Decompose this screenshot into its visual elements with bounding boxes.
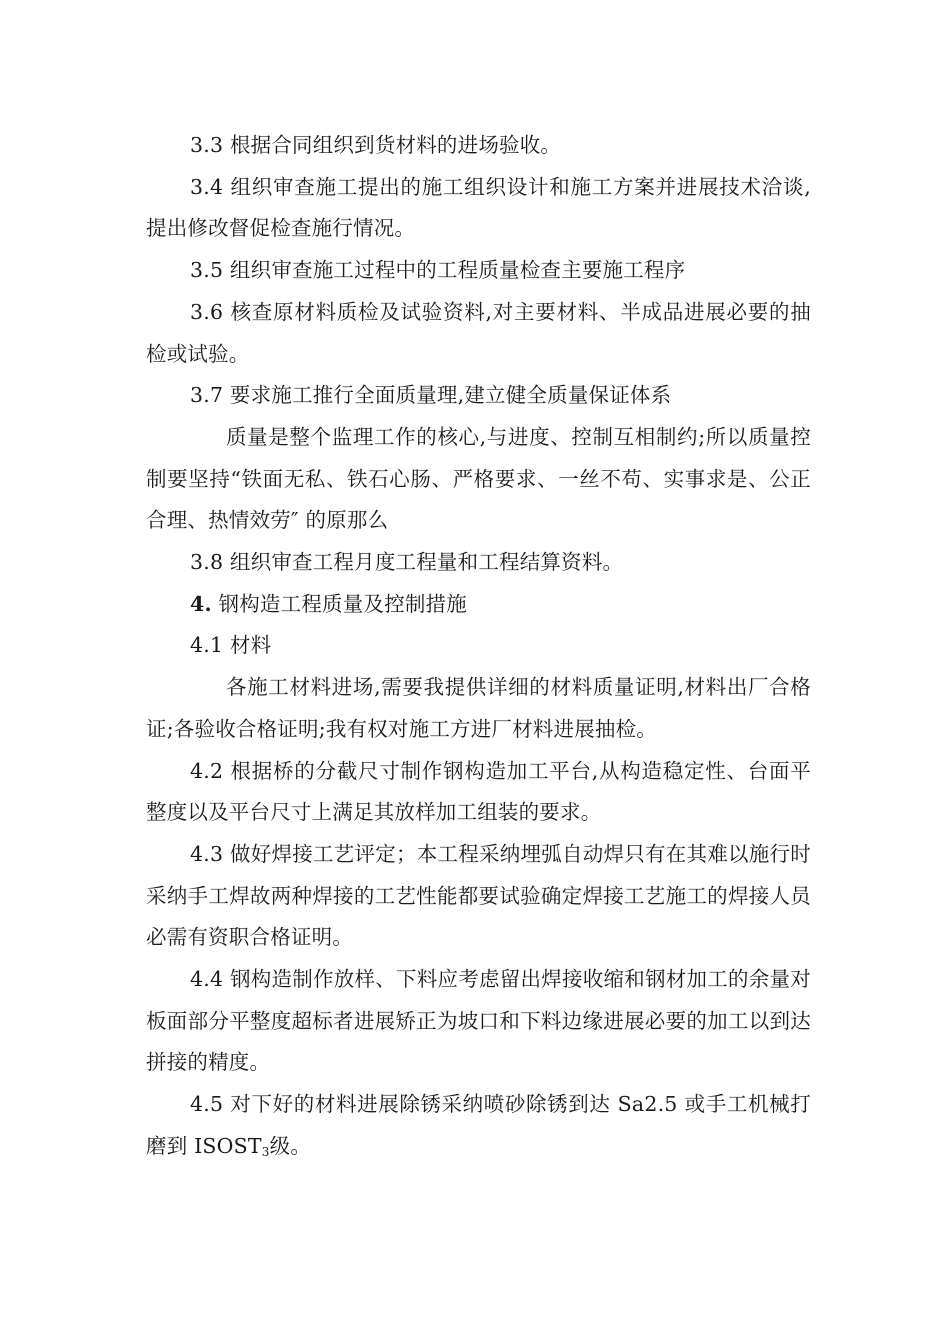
paragraph-4-5 — [146, 1084, 811, 1167]
paragraph-quality-control: 质量是整个监理工作的核心,与进度、控制互相制约;所以质量控制要坚持“铁面无私、铁石心肠、严格要求、一丝不苟、实事求是、公正合理、热情效劳″ 的原那么 — [146, 424, 811, 533]
paragraph-materials: 各施工材料进场,需要我提供详细的材料质量证明,材料出厂合格证;各验收合格证明;我有权对施工方进厂材料进展抽检。 — [146, 675, 811, 741]
section-4-title: 钢构造工程质量及控制措施 — [211, 591, 467, 616]
paragraph-3-8: 3.8 组织审查工程月度工程量和工程结算资料。 — [190, 550, 624, 575]
paragraph-3-7: 3.7 要求施工推行全面质量理,建立健全质量保证体系 — [190, 383, 672, 408]
section-4-heading — [146, 584, 811, 626]
section-4-number: 4. — [190, 591, 212, 616]
paragraph-4-5-text: 4.5 对下好的材料进展除锈采纳喷砂除锈到达 Sa2.5 或手工机械打磨到 ISOST — [146, 1092, 811, 1158]
paragraph-4-3: 4.3 做好焊接工艺评定；本工程采纳埋弧自动焊只有在其难以施行时采纳手工焊故两种焊接的工艺性能都要试验确定焊接工艺施工的焊接人员必需有资职合格证明。 — [146, 841, 811, 950]
paragraph-4-5-tail: 级。 — [269, 1133, 312, 1158]
document-body — [146, 125, 811, 1168]
paragraph-3-3: 3.3 根据合同组织到货材料的进场验收。 — [190, 133, 562, 157]
paragraph-4-4: 4.4 钢构造制作放样、下料应考虑留出焊接收缩和钢材加工的余量对板面部分平整度超标者进展矫正为坡口和下料边缘进展必要的加工以到达拼接的精度。 — [146, 967, 811, 1075]
paragraph-4-2: 4.2 根据桥的分截尺寸制作钢构造加工平台,从构造稳定性、台面平整度以及平台尺寸上满足其放样加工组装的要求。 — [146, 758, 811, 825]
paragraph-4-1: 4.1 材料 — [190, 633, 272, 658]
paragraph-3-5: 3.5 组织审查施工过程中的工程质量检查主要施工程序 — [190, 258, 686, 283]
paragraph-3-4: 3.4 组织审查施工提出的施工组织设计和施工方案并进展技术洽谈,提出修改督促检查施行情况。 — [146, 174, 811, 241]
paragraph-3-6: 3.6 核查原材料质检及试验资料,对主要材料、半成品进展必要的抽检或试验。 — [146, 299, 811, 366]
paragraph-4-5-subscript: 3 — [261, 1144, 270, 1159]
